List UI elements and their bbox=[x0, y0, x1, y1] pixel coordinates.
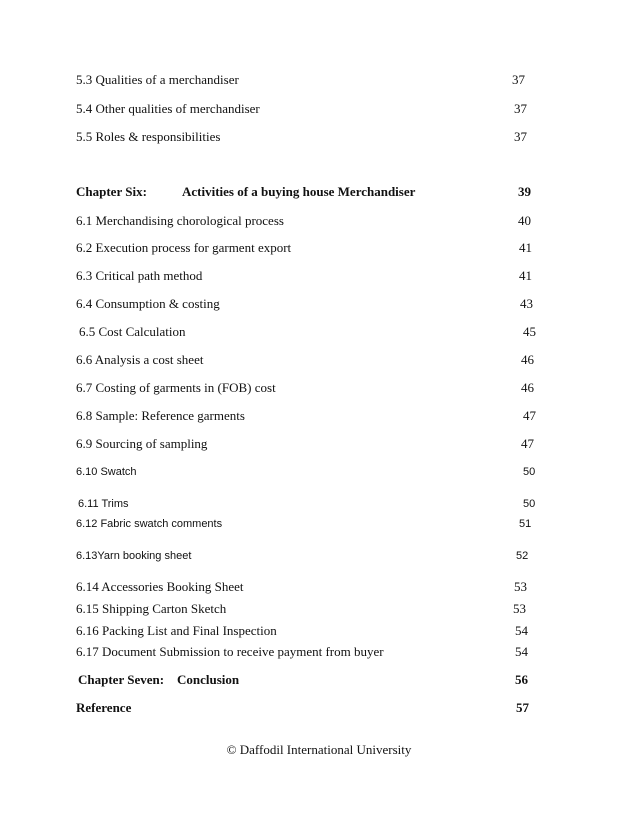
toc-entry-page: 52 bbox=[516, 550, 529, 562]
toc-entry-page: 45 bbox=[523, 324, 536, 339]
toc-chapter-title: Conclusion bbox=[177, 672, 240, 687]
toc-entry-page: 51 bbox=[519, 518, 532, 530]
toc-entry-title: 6.13Yarn booking sheet bbox=[76, 550, 192, 562]
toc-entry-title: 6.4 Consumption & costing bbox=[76, 296, 220, 311]
toc-entry-title: 6.9 Sourcing of sampling bbox=[76, 436, 208, 451]
toc-entry bbox=[0, 494, 638, 514]
toc-entry-title: 6.14 Accessories Booking Sheet bbox=[76, 579, 244, 594]
toc-entry-page: 40 bbox=[518, 213, 531, 228]
toc-entry-page: 46 bbox=[521, 380, 534, 395]
toc-entry-title: 5.4 Other qualities of merchandiser bbox=[76, 101, 260, 116]
toc-entry-title: 6.17 Document Submission to receive payment from buyer bbox=[76, 644, 384, 659]
toc-entry-title: 5.3 Qualities of a merchandiser bbox=[76, 72, 239, 87]
toc-entry-title: 6.2 Execution process for garment export bbox=[76, 240, 292, 255]
toc-entry-page: 37 bbox=[514, 129, 527, 144]
toc-entry-title: 5.5 Roles & responsibilities bbox=[76, 129, 221, 144]
toc-entry bbox=[0, 294, 638, 314]
toc-entry bbox=[0, 406, 638, 426]
toc-entry bbox=[0, 599, 638, 619]
toc-entry-page: 57 bbox=[516, 700, 529, 715]
toc-entry-title: 6.11 Trims bbox=[78, 498, 129, 510]
toc-entry-page: 54 bbox=[515, 644, 528, 659]
toc-chapter-heading bbox=[0, 670, 638, 690]
toc-entry bbox=[0, 514, 638, 534]
toc-entry-page: 39 bbox=[518, 184, 531, 199]
toc-entry bbox=[0, 462, 638, 482]
toc-entry-page: 41 bbox=[519, 268, 532, 283]
toc-entry bbox=[0, 99, 638, 119]
toc-entry bbox=[0, 211, 638, 231]
toc-entry-page: 56 bbox=[515, 672, 528, 687]
toc-entry bbox=[0, 266, 638, 286]
toc-entry bbox=[0, 698, 638, 718]
toc-entry bbox=[0, 546, 638, 566]
toc-entry-page: 53 bbox=[514, 579, 527, 594]
toc-entry bbox=[0, 577, 638, 597]
toc-entry-page: 50 bbox=[523, 466, 536, 478]
toc-entry-title: Reference bbox=[76, 700, 132, 715]
toc-entry-title: 6.1 Merchandising chorological process bbox=[76, 213, 284, 228]
toc-entry bbox=[0, 70, 638, 90]
toc-entry-page: 47 bbox=[521, 436, 534, 451]
toc-entry-page: 41 bbox=[519, 240, 532, 255]
toc-entry-page: 37 bbox=[512, 72, 525, 87]
toc-chapter-heading bbox=[0, 182, 638, 202]
toc-entry-title: 6.6 Analysis a cost sheet bbox=[76, 352, 204, 367]
toc-entry-page: 54 bbox=[515, 623, 528, 638]
toc-entry-page: 47 bbox=[523, 408, 536, 423]
toc-entry-page: 46 bbox=[521, 352, 534, 367]
toc-entry-page: 43 bbox=[520, 296, 533, 311]
toc-entry-title: 6.5 Cost Calculation bbox=[79, 324, 186, 339]
toc-chapter-label: Chapter Seven: bbox=[78, 672, 165, 687]
toc-entry bbox=[0, 434, 638, 454]
page-footer: © Daffodil International University bbox=[226, 742, 412, 757]
toc-entry-page: 53 bbox=[513, 601, 526, 616]
toc-chapter-title: Activities of a buying house Merchandiser bbox=[182, 184, 416, 199]
toc-entry-title: 6.16 Packing List and Final Inspection bbox=[76, 623, 277, 638]
toc-entry-title: 6.10 Swatch bbox=[76, 466, 137, 478]
toc-chapter-label: Chapter Six: bbox=[76, 184, 147, 199]
toc-entry bbox=[0, 378, 638, 398]
toc-entry-title: 6.15 Shipping Carton Sketch bbox=[76, 601, 227, 616]
toc-entry-page: 37 bbox=[514, 101, 527, 116]
toc-entry-title: 6.8 Sample: Reference garments bbox=[76, 408, 245, 423]
toc-entry bbox=[0, 621, 638, 641]
toc-entry bbox=[0, 127, 638, 147]
toc-entry-title: 6.7 Costing of garments in (FOB) cost bbox=[76, 380, 276, 395]
toc-entry bbox=[0, 642, 638, 662]
toc-entry-title: 6.3 Critical path method bbox=[76, 268, 203, 283]
toc-entry bbox=[0, 238, 638, 258]
toc-entry-page: 50 bbox=[523, 498, 536, 510]
toc-entry bbox=[0, 350, 638, 370]
toc-entry bbox=[0, 322, 638, 342]
toc-entry-title: 6.12 Fabric swatch comments bbox=[76, 518, 223, 530]
